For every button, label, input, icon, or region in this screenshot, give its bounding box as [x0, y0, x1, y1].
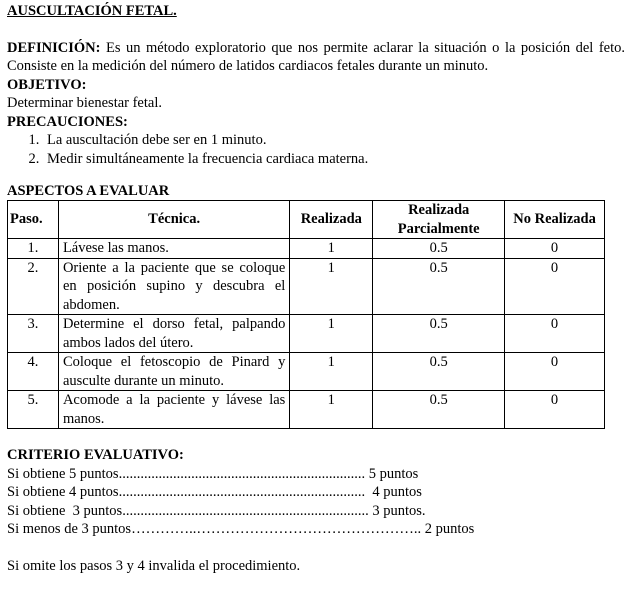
- definition-text: Es un método exploratorio que nos permite aclarar la situación o la posición del feto. Consiste en la medición del número de latidos cardiacos fetales durante un minuto.: [7, 39, 625, 74]
- aspects-heading: ASPECTOS A EVALUAR: [7, 183, 170, 199]
- page-title: AUSCULTACIÓN FETAL.: [7, 3, 177, 19]
- not-done-score: 0: [505, 353, 605, 391]
- done-score: 1: [290, 239, 373, 259]
- done-score: 1: [290, 315, 373, 353]
- partial-score: 0.5: [373, 239, 505, 259]
- precautions-list: [7, 131, 625, 168]
- criteria-leader: ....................................................................: [118, 465, 366, 482]
- table-row: [8, 315, 605, 353]
- criteria-label: Si obtiene 4 puntos: [7, 484, 119, 500]
- table-row: [8, 353, 605, 391]
- technique-cell: Lávese las manos.: [58, 239, 289, 259]
- done-score: 1: [290, 353, 373, 391]
- technique-cell: Determine el dorso fetal, palpando ambos lados del útero.: [58, 315, 289, 353]
- table-row: [8, 391, 605, 429]
- technique-cell: Oriente a la paciente que se coloque en posición supino y descubra el abdomen.: [58, 258, 289, 315]
- criteria-row: [7, 520, 475, 539]
- header-partial: Realizada Parcialmente: [373, 201, 505, 239]
- criteria-label: Si obtiene 5 puntos: [7, 465, 119, 482]
- table-row: [8, 239, 605, 259]
- criteria-heading: CRITERIO EVALUATIVO:: [7, 447, 184, 463]
- step-number: 3.: [8, 315, 59, 353]
- criteria-leader: ....................................................................: [118, 484, 366, 500]
- criteria-leader: ....................................................................: [122, 502, 369, 519]
- not-done-score: 0: [505, 315, 605, 353]
- not-done-score: 0: [505, 391, 605, 429]
- partial-score: 0.5: [373, 258, 505, 315]
- criteria-row: [7, 502, 426, 521]
- done-score: 1: [290, 258, 373, 315]
- criteria-label: Si obtiene 3 puntos: [7, 502, 123, 519]
- criteria-points: 3 puntos.: [368, 502, 426, 519]
- evaluation-table: [7, 200, 605, 429]
- criteria-label: Si menos de 3 puntos: [7, 521, 132, 537]
- invalidation-note: Si omite los pasos 3 y 4 invalida el procedimiento.: [7, 557, 301, 574]
- precaution-item: 2. Medir simultáneamente la frecuencia cardiaca materna.: [43, 150, 625, 169]
- criteria-section: [7, 446, 625, 539]
- objective-text: Determinar bienestar fetal.: [7, 95, 162, 111]
- partial-score: 0.5: [373, 315, 505, 353]
- step-number: 1.: [8, 239, 59, 259]
- partial-score: 0.5: [373, 391, 505, 429]
- step-number: 4.: [8, 353, 59, 391]
- objective-heading: OBJETIVO:: [7, 76, 87, 93]
- technique-cell: Coloque el fetoscopio de Pinard y ausculte durante un minuto.: [58, 353, 289, 391]
- header-step: Paso.: [8, 201, 59, 239]
- criteria-points: 4 puntos: [365, 484, 422, 500]
- table-row: [8, 258, 605, 315]
- criteria-row: [7, 483, 422, 502]
- not-done-score: 0: [505, 258, 605, 315]
- header-technique: Técnica.: [58, 201, 289, 239]
- technique-cell: Acomode a la paciente y lávese las manos.: [58, 391, 289, 429]
- partial-score: 0.5: [373, 353, 505, 391]
- table-header-row: [8, 201, 605, 239]
- criteria-points: 2 puntos: [421, 521, 475, 537]
- precaution-item: 1. La auscultación debe ser en 1 minuto.: [43, 131, 625, 150]
- definition-paragraph: [7, 39, 625, 76]
- definition-label: DEFINICIÓN:: [7, 39, 101, 56]
- criteria-points: 5 puntos: [365, 465, 419, 482]
- header-done: Realizada: [290, 201, 373, 239]
- step-number: 5.: [8, 391, 59, 429]
- criteria-leader: …………..………………………………………..: [131, 521, 422, 537]
- not-done-score: 0: [505, 239, 605, 259]
- header-not-done: No Realizada: [505, 201, 605, 239]
- criteria-row: [7, 465, 419, 484]
- done-score: 1: [290, 391, 373, 429]
- precautions-heading: PRECAUCIONES:: [7, 113, 128, 130]
- step-number: 2.: [8, 258, 59, 315]
